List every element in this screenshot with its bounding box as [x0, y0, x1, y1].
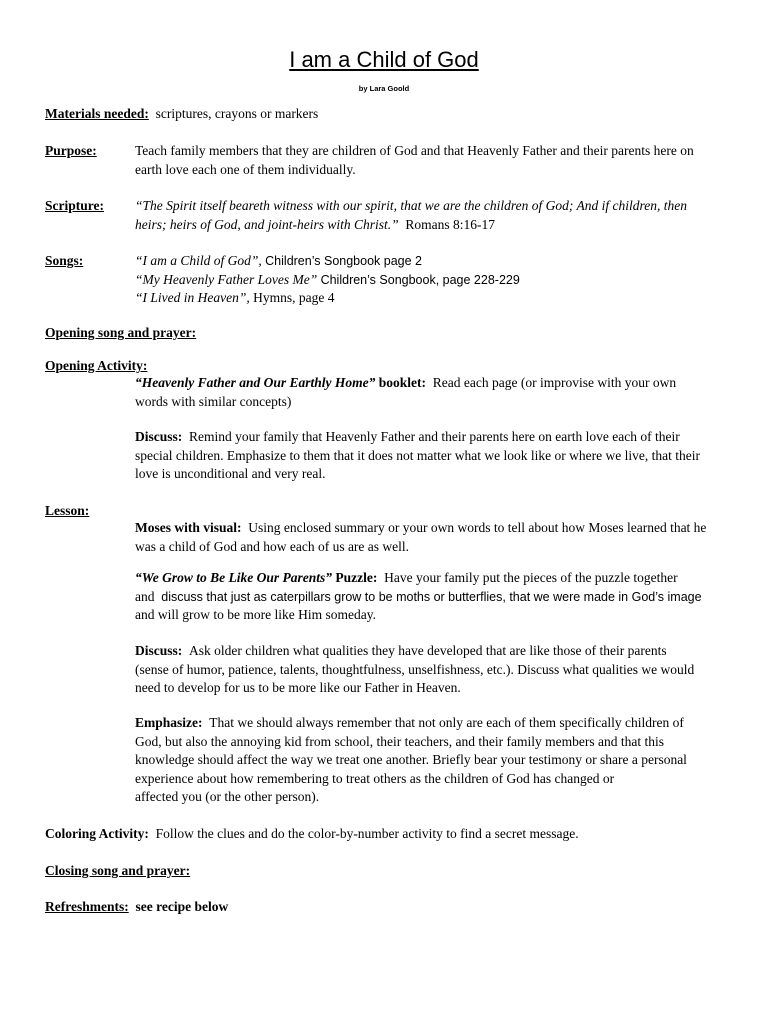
emphasize-text: knowledge should affect the way we treat one another. Briefly bear your testimony or share a personal: [135, 752, 687, 767]
emphasize-label: Emphasize:: [135, 715, 203, 730]
emphasize-text: experience about how remembering to treat others as the children of God has changed or: [135, 770, 615, 786]
discuss-text: (sense of humor, patience, talents, thoughtfulness, unselfishness, etc.). Discuss what qualities we would: [135, 661, 695, 677]
puzzle-text: and will grow to be more like Him someday.: [135, 607, 376, 622]
moses-label: Moses with visual:: [135, 520, 242, 535]
opening-discuss-paragraph: [135, 428, 725, 484]
discuss-text: need to develop for us to be more like our Father in Heaven.: [135, 680, 461, 695]
emphasize-paragraph: [135, 714, 725, 807]
songs-list: [135, 252, 725, 308]
page-title: I am a Child of God: [289, 47, 479, 72]
scripture-reference: Romans 8:16-17: [405, 216, 496, 232]
emphasize-text: That we should always remember that not only are each of them specifically children of: [209, 715, 684, 730]
emphasize-text: affected you (or the other person).: [135, 789, 320, 804]
discuss-label: Discuss:: [135, 429, 183, 444]
booklet-title: “Heavenly Father and Our Earthly Home”: [135, 375, 376, 390]
closing-song-heading: [45, 862, 190, 881]
discuss-label: Discuss:: [135, 643, 183, 658]
song-source: Children’s Songbook page 2: [265, 254, 422, 268]
refreshments-row: [45, 898, 228, 917]
coloring-label: Coloring Activity:: [45, 826, 149, 841]
discuss-text: love is unconditional and very real.: [135, 466, 326, 481]
puzzle-title: “We Grow to Be Like Our Parents”: [135, 570, 333, 585]
discuss-text: Ask older children what qualities they have developed that are like those of their parents: [189, 643, 667, 658]
songs-label: [45, 252, 83, 271]
song-title: “I Lived in Heaven”,: [135, 290, 250, 305]
moses-paragraph: [135, 519, 725, 556]
song-title: “I am a Child of God”,: [135, 253, 262, 268]
lesson-heading: [45, 502, 89, 521]
materials-label: Materials needed:: [45, 106, 149, 121]
materials-row: [45, 105, 318, 124]
song-source: Children’s Songbook, page 228-229: [320, 272, 520, 287]
song-item: [135, 289, 725, 308]
puzzle-text: and: [135, 588, 155, 604]
booklet-text: Read each page (or improvise with your own: [432, 375, 677, 390]
purpose-line: Teach family members that they are children of God and that Heavenly Father and their parents here on: [135, 143, 694, 158]
purpose-line: earth love each one of them individually.: [135, 161, 356, 177]
moses-text: Using enclosed summary or your own words to tell about how Moses learned that he: [248, 520, 707, 535]
moses-text: was a child of God and how each of us are as well.: [135, 538, 410, 554]
lesson-label: Lesson:: [45, 503, 90, 518]
booklet-text: words with similar concepts): [135, 393, 292, 409]
discuss-text: Remind your family that Heavenly Father and their parents here on earth love each of their: [189, 429, 680, 444]
opening-song-text: Opening song and prayer:: [45, 325, 197, 340]
purpose-label: [45, 142, 97, 161]
scripture-label: [45, 197, 104, 216]
opening-activity-label: Opening Activity:: [45, 358, 148, 373]
scripture-quote-line: “The Spirit itself beareth witness with our spirit, that we are the children of God; And if children, then: [135, 198, 687, 213]
closing-song-text: Closing song and prayer:: [45, 863, 191, 878]
puzzle-text: Have your family put the pieces of the puzzle together: [384, 570, 678, 585]
coloring-text: Follow the clues and do the color-by-number activity to find a secret message.: [155, 826, 579, 841]
discuss-text: special children. Emphasize to them that it does not matter what we look like or where we live, that their: [135, 447, 700, 463]
scripture-label-text: Scripture:: [45, 198, 104, 213]
songs-label-text: Songs:: [45, 253, 84, 268]
song-source: Hymns, page 4: [253, 290, 335, 305]
refreshments-text: see recipe below: [135, 899, 229, 914]
song-item: [135, 271, 725, 290]
coloring-row: [45, 825, 579, 844]
purpose-label-text: Purpose:: [45, 143, 97, 158]
scripture-quote-line: heirs; heirs of God, and joint-heirs with Christ.”: [135, 216, 399, 232]
refreshments-label: Refreshments:: [45, 899, 129, 914]
materials-text: scriptures, crayons or markers: [155, 106, 319, 121]
puzzle-word: Puzzle:: [332, 570, 378, 585]
booklet-word: booklet:: [375, 375, 427, 390]
puzzle-text: discuss that just as caterpillars grow to be moths or butterflies, that we were made in God’s image: [161, 589, 702, 604]
booklet-paragraph: [135, 374, 725, 411]
opening-activity-heading: [45, 357, 147, 376]
song-item: [135, 252, 725, 271]
scripture-text: [135, 197, 725, 234]
puzzle-paragraph: [135, 569, 725, 625]
opening-song-heading: [45, 324, 196, 343]
lesson-discuss-paragraph: [135, 642, 725, 698]
purpose-text: [135, 142, 725, 179]
emphasize-text: God, but also the annoying kid from school, their teachers, and their family members and that this: [135, 733, 664, 749]
byline: by Lara Goold: [358, 84, 410, 93]
song-title: “My Heavenly Father Loves Me”: [135, 271, 318, 287]
